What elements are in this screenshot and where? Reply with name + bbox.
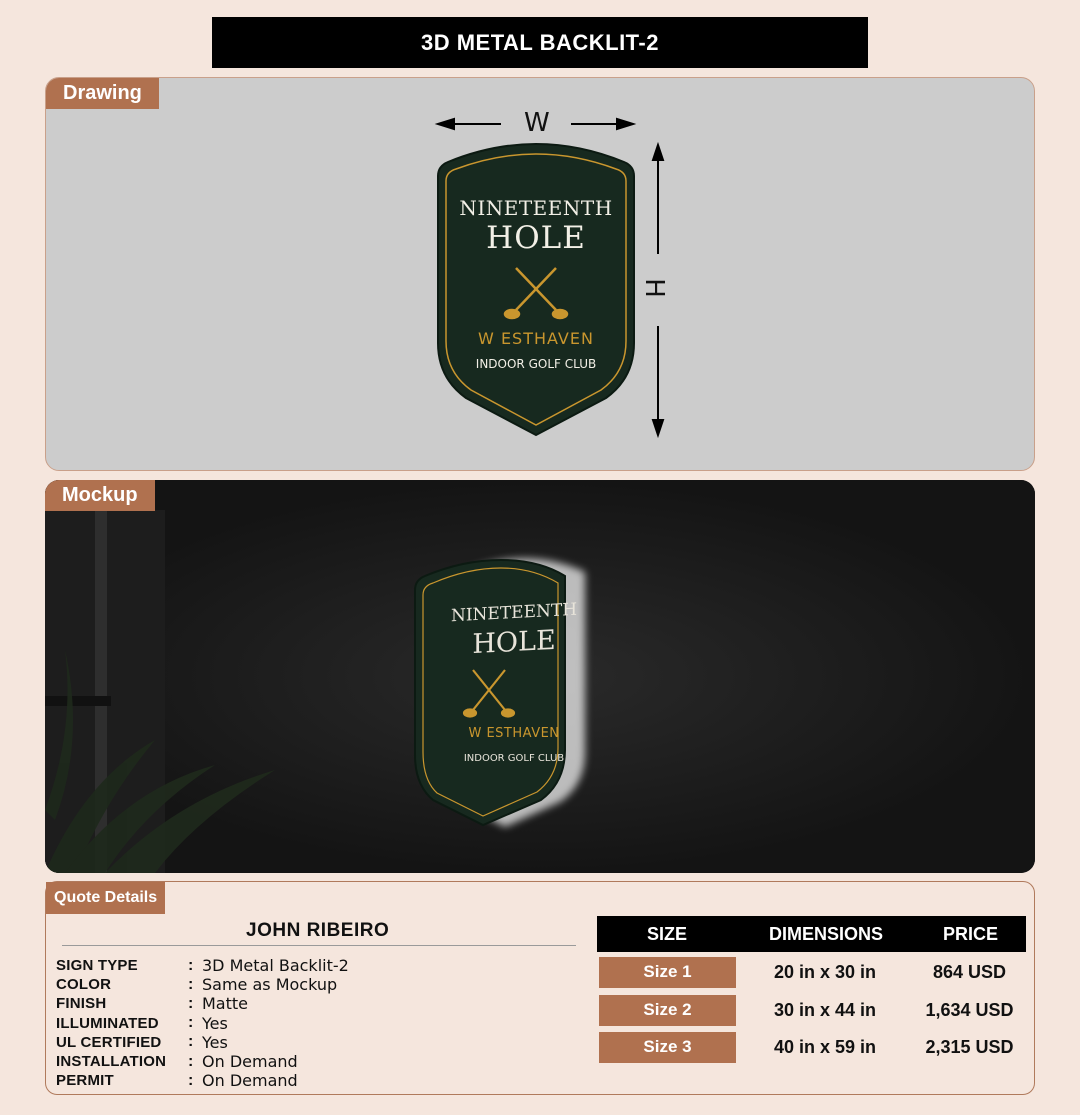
spec-value: Yes	[202, 1032, 228, 1052]
spec-row	[56, 1014, 349, 1033]
size-dimensions: 20 in x 30 in	[773, 961, 877, 982]
sign-line-4: INDOOR GOLF CLUB	[475, 357, 597, 371]
spec-key: PERMIT	[56, 1072, 114, 1090]
spec-value: Matte	[202, 994, 248, 1014]
price-row	[597, 994, 1026, 1026]
spec-row	[56, 975, 349, 994]
drawing-tab-label: Drawing	[46, 78, 159, 109]
sign-shield	[438, 144, 634, 435]
spec-key: UL CERTIFIED	[56, 1033, 162, 1051]
spec-row	[56, 956, 349, 975]
size-price: 2,315 USD	[925, 1036, 1014, 1057]
spec-value: On Demand	[202, 1071, 298, 1091]
spec-colon: :	[188, 1071, 194, 1089]
price-row	[597, 1031, 1026, 1063]
spec-colon: :	[188, 956, 194, 974]
quote-tab-label: Quote Details	[46, 882, 165, 914]
header-price: PRICE	[942, 923, 998, 944]
spec-colon: :	[188, 1052, 194, 1070]
spec-colon: :	[188, 994, 194, 1012]
mockup-tab-label: Mockup	[45, 480, 155, 511]
spec-key: SIGN TYPE	[56, 957, 138, 975]
mockup-panel	[45, 480, 1035, 873]
size-price: 1,634 USD	[925, 999, 1014, 1020]
spec-row	[56, 1071, 349, 1090]
width-label: W	[524, 108, 550, 138]
size-price: 864 USD	[932, 961, 1007, 982]
spec-colon: :	[188, 975, 194, 993]
sign-line-2: HOLE	[486, 220, 586, 256]
spec-value: Same as Mockup	[202, 975, 338, 995]
mockup-sign-line-1: NINETEENTH	[450, 599, 578, 627]
spec-colon: :	[188, 1014, 194, 1032]
spec-key: COLOR	[56, 976, 112, 994]
size-dimensions: 30 in x 44 in	[773, 999, 877, 1020]
spec-list	[56, 956, 349, 1090]
spec-value: 3D Metal Backlit-2	[202, 956, 349, 976]
mockup-sign-line-3: W ESTHAVEN	[468, 726, 560, 741]
page-title: 3D METAL BACKLIT-2	[212, 17, 868, 68]
spec-value: On Demand	[202, 1052, 298, 1072]
drawing-panel	[45, 77, 1035, 471]
sign-line-3: W ESTHAVEN	[478, 329, 594, 348]
spec-key: INSTALLATION	[56, 1053, 167, 1071]
spec-key: FINISH	[56, 995, 107, 1013]
mockup-sign-line-2: HOLE	[472, 624, 556, 661]
height-label: H	[638, 278, 669, 298]
price-table-header	[597, 916, 1026, 952]
price-row	[597, 956, 1026, 988]
spec-value: Yes	[202, 1013, 228, 1033]
spec-colon: :	[188, 1033, 194, 1051]
size-2-button[interactable]: Size 2	[599, 995, 736, 1026]
header-size: SIZE	[646, 923, 687, 944]
size-3-button[interactable]: Size 3	[599, 1032, 736, 1063]
mockup-sign	[415, 559, 585, 828]
sign-line-1: NINETEENTH	[459, 196, 613, 220]
spec-row	[56, 1033, 349, 1052]
size-dimensions: 40 in x 59 in	[773, 1036, 877, 1057]
header-dimensions: DIMENSIONS	[768, 923, 883, 944]
mockup-sign-line-4: INDOOR GOLF CLUB	[463, 753, 565, 764]
spec-key: ILLUMINATED	[56, 1014, 159, 1032]
divider	[62, 945, 576, 946]
customer-name: JOHN RIBEIRO	[246, 920, 390, 941]
size-1-button[interactable]: Size 1	[599, 957, 736, 988]
spec-row	[56, 994, 349, 1013]
quote-details-panel	[45, 881, 1035, 1095]
spec-row	[56, 1052, 349, 1071]
mockup-scene	[45, 480, 1035, 873]
